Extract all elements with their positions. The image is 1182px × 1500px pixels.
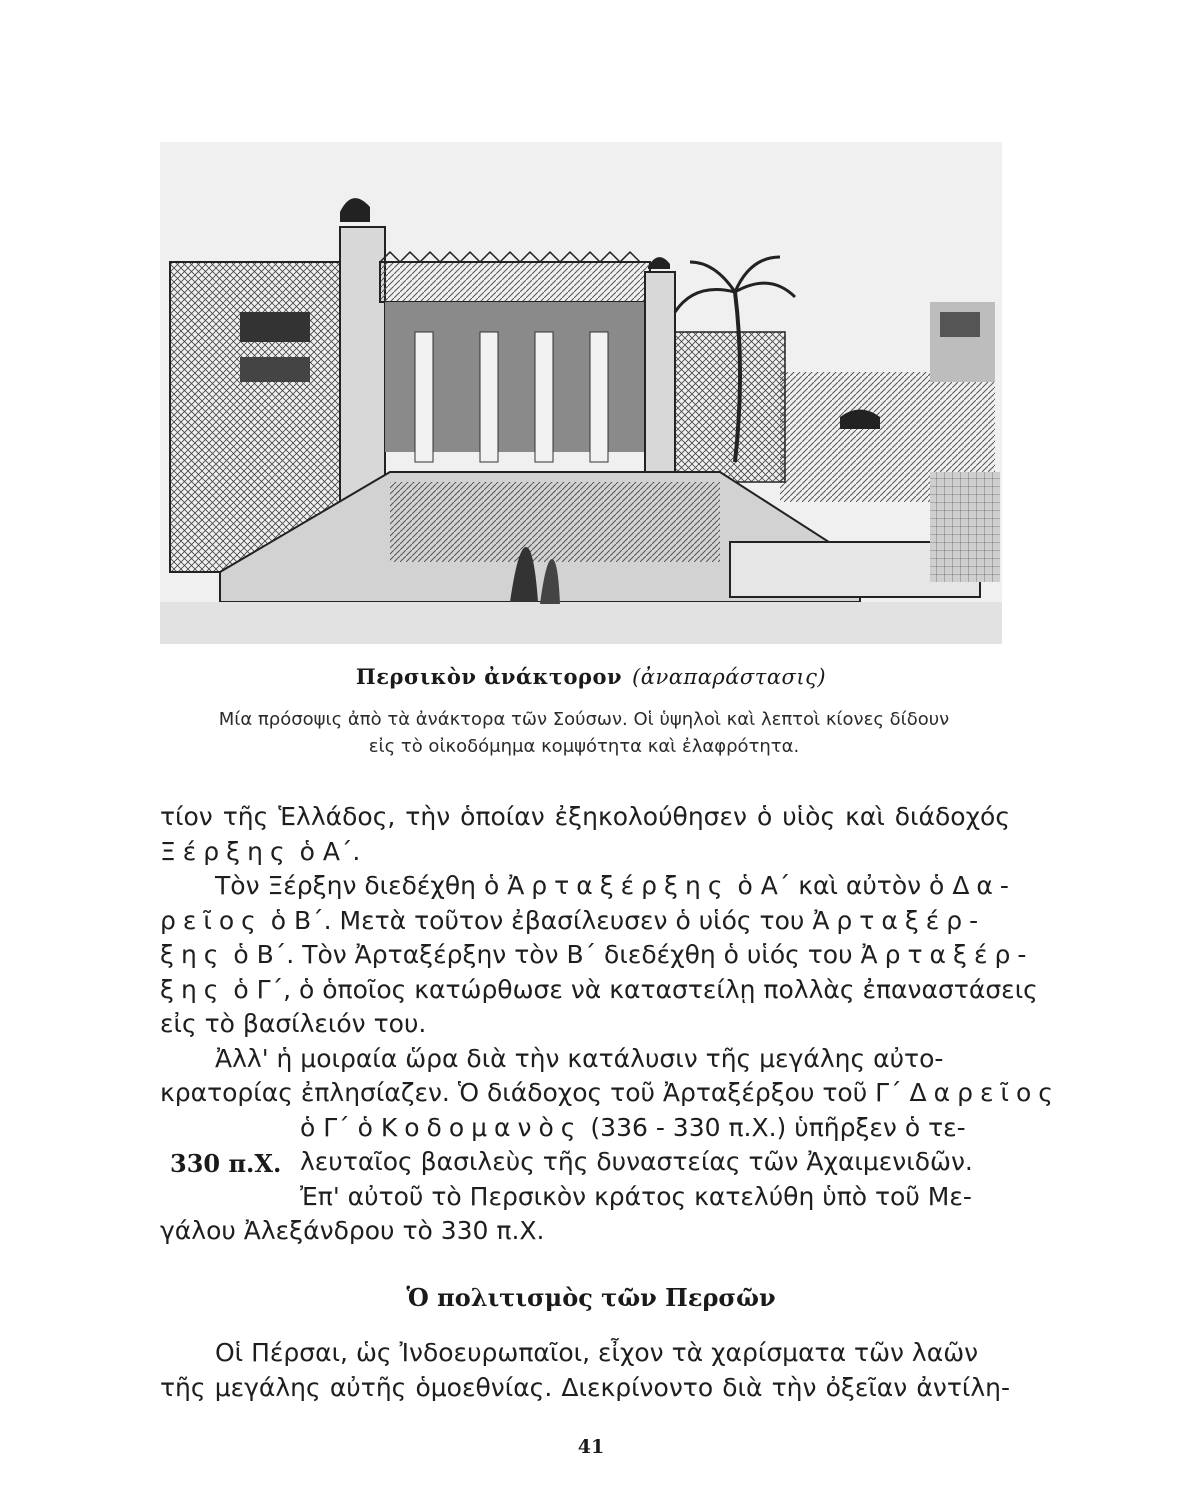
body-line <box>160 1111 1010 1146</box>
caption-title-text: Περσικὸν ἀνάκτορον <box>355 664 623 689</box>
body-line: γάλου Ἀλεξάνδρου τὸ 330 π.Χ. <box>160 1216 545 1245</box>
body-fragment: ὁ Γ΄ ὁ <box>300 1112 381 1142</box>
body-line: λευταῖος βασιλεὺς τῆς δυναστείας τῶν Ἀχαιμενιδῶν. <box>300 1147 973 1176</box>
name-artaxerxes: Ἀρταξέρ- <box>812 905 986 935</box>
body-line <box>160 869 1016 904</box>
body-line <box>160 973 1038 1008</box>
body-fragment: ὁ Β΄. Τὸν Ἀρταξέρξην τὸν Β΄ διεδέχθη ὁ υἱός του <box>225 940 861 969</box>
name-fragment: ξης <box>160 940 226 969</box>
body-line: τίον τῆς Ἑλλάδος, τὴν ὁποίαν ἐξηκολούθησεν ὁ υἱὸς καὶ διάδοχός <box>160 802 1010 831</box>
body-line: Ἀλλ' ἡ μοιραία ὥρα διὰ τὴν κατάλυσιν τῆς μεγάλης αὐτο- <box>215 1043 944 1073</box>
name-xerxes: Ξέρξης <box>160 836 292 866</box>
name-darius: Δαρεῖος <box>909 1078 1060 1107</box>
figure-caption-title <box>0 664 1182 689</box>
page-number: 41 <box>577 1436 605 1458</box>
body-fragment: κρατορίας ἐπλησίαζεν. Ὁ διάδοχος τοῦ Ἀρταξέρξου τοῦ Γ΄ <box>160 1078 910 1107</box>
body-line <box>160 904 1010 939</box>
section-text <box>160 1336 1010 1405</box>
name-darius: Δα- <box>952 871 1016 900</box>
body-fragment: Τὸν Ξέρξην διεδέχθη ὁ <box>215 871 508 900</box>
body-line: εἰς τὸ βασίλειόν του. <box>160 1009 427 1038</box>
margin-date-note: 330 π.Χ. <box>170 1149 282 1178</box>
figure-caption-text <box>160 706 1008 760</box>
name-artaxerxes: Ἀρταξέρ- <box>860 940 1034 969</box>
body-text <box>160 800 1060 1249</box>
body-fragment: ὁ Β΄. Μετὰ τοῦτον ἐβασίλευσεν ὁ υἱός του <box>262 905 813 935</box>
name-darius: ρεῖος <box>160 905 263 935</box>
caption-subtitle: (ἀναπαράστασις) <box>632 665 827 689</box>
caption-line: εἰς τὸ οἰκοδόμημα κομψότητα καὶ ἐλαφρότητα. <box>368 736 800 757</box>
name-fragment: ξης <box>160 974 226 1004</box>
body-line <box>160 938 1034 973</box>
section-heading: Ὁ πολιτισμὸς τῶν Περσῶν <box>406 1283 776 1312</box>
name-codomannus: Κοδομανὸς <box>380 1112 583 1142</box>
caption-line: Μία πρόσοψις ἀπὸ τὰ ἀνάκτορα τῶν Σούσων. Οἱ ὑψηλοὶ καὶ λεπτοὶ κίονες δίδουν <box>218 709 950 730</box>
body-fragment: (336 - 330 π.Χ.) ὑπῆρξεν ὁ τε- <box>582 1112 966 1142</box>
body-line <box>160 835 1010 870</box>
body-line <box>160 1076 1060 1111</box>
palace-illustration <box>160 142 1002 644</box>
body-fragment: ὁ Α΄. <box>291 836 361 866</box>
body-line: Ἐπ' αὐτοῦ τὸ Περσικὸν κράτος κατελύθη ὑπὸ τοῦ Με- <box>300 1181 972 1211</box>
body-line: Οἱ Πέρσαι, ὡς Ἰνδοευρωπαῖοι, εἶχον τὰ χαρίσματα τῶν λαῶν <box>215 1338 979 1367</box>
body-fragment: ὁ Γ΄, ὁ ὁποῖος κατώρθωσε νὰ καταστείλῃ πολλὰς ἐπαναστάσεις <box>225 974 1038 1004</box>
body-fragment: ὁ Α΄ καὶ αὐτὸν ὁ <box>729 871 953 900</box>
body-line: τῆς μεγάλης αὐτῆς ὁμοεθνίας. Διεκρίνοντο διὰ τὴν ὀξεῖαν ἀντίλη- <box>160 1372 1010 1402</box>
name-artaxerxes: Ἀρταξέρξης <box>507 871 730 900</box>
